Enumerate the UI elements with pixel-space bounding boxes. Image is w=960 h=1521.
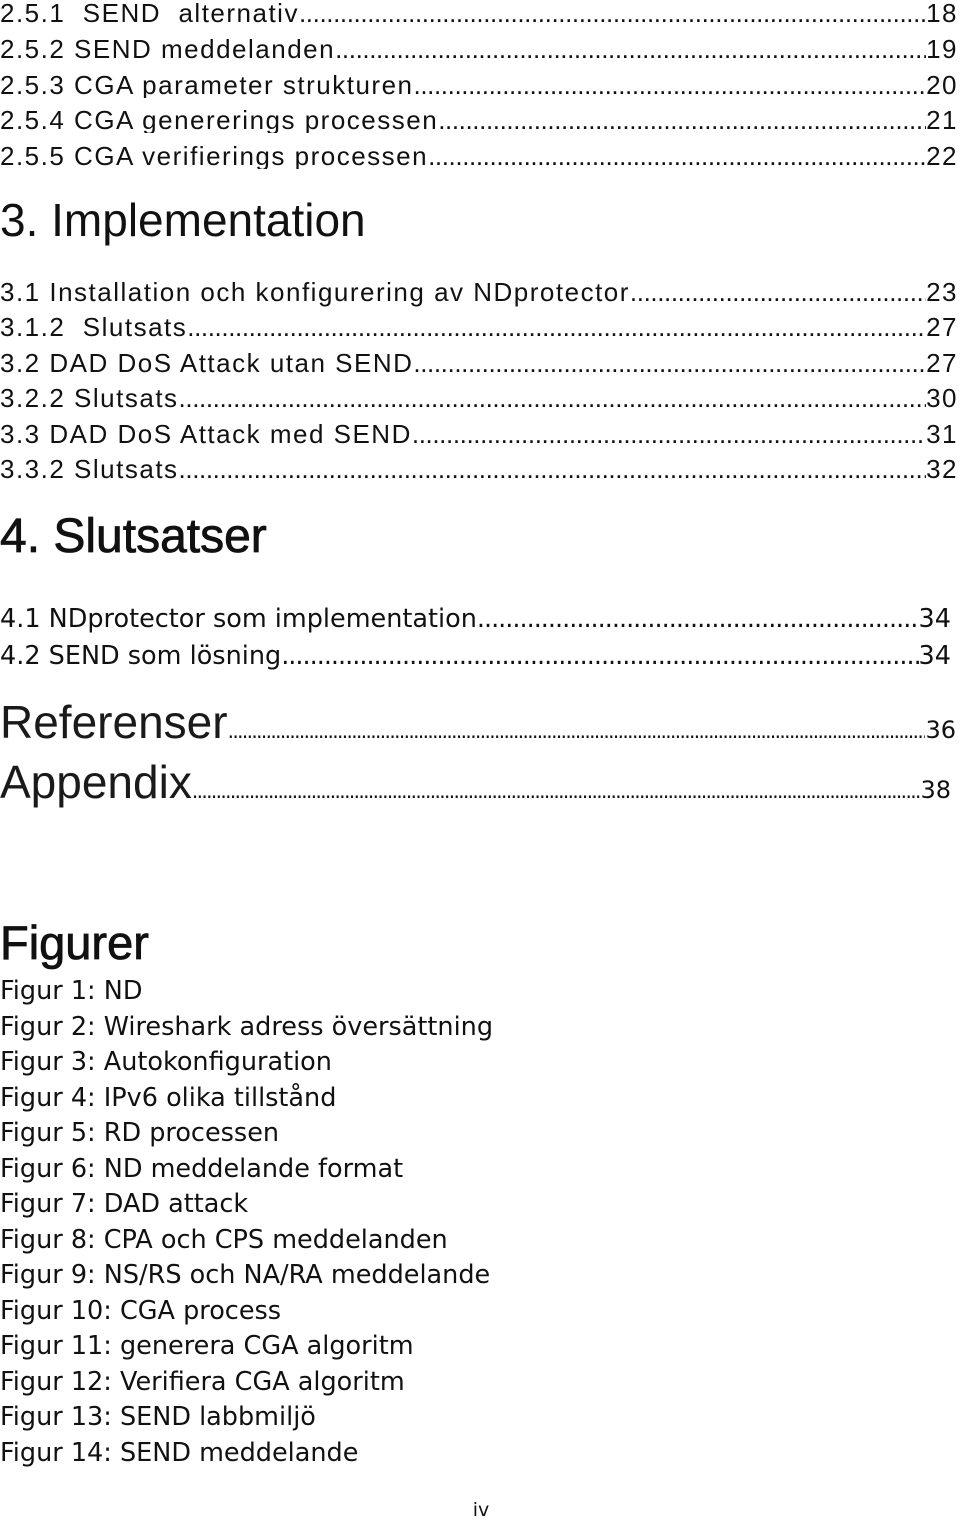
dot-leader bbox=[179, 383, 927, 413]
dot-leader bbox=[438, 107, 926, 133]
page-number: iv bbox=[472, 1499, 490, 1521]
toc-chapter-4 bbox=[0, 603, 951, 677]
toc-entry-label: 2.5.2 SEND meddelanden bbox=[0, 35, 336, 62]
figure-list-item: Figur 9: NS/RS och NA/RA meddelande bbox=[0, 1260, 491, 1290]
figure-list-item: Figur 6: ND meddelande format bbox=[0, 1153, 404, 1184]
toc-entry-page-number: 36 bbox=[925, 716, 956, 744]
toc-entry-label: 4.2 SEND som lösning bbox=[0, 641, 282, 671]
toc-entry bbox=[0, 72, 958, 98]
toc-entry bbox=[0, 312, 958, 342]
figure-list bbox=[0, 974, 900, 1471]
dot-leader bbox=[414, 72, 927, 98]
toc-entry bbox=[0, 383, 958, 413]
dot-leader bbox=[412, 419, 926, 449]
toc-entry-page-number: 31 bbox=[926, 418, 958, 449]
toc-entry bbox=[0, 107, 958, 133]
figure-list-item: Figur 1: ND bbox=[0, 976, 143, 1006]
toc-entry bbox=[0, 640, 951, 672]
figure-list-item: Figur 5: RD processen bbox=[0, 1118, 280, 1148]
toc-entry bbox=[0, 277, 958, 307]
toc-entry-label: 3.1 Installation och konfigurering av NDprotector bbox=[0, 277, 630, 307]
toc-entry bbox=[0, 143, 958, 169]
dot-leader bbox=[187, 312, 926, 342]
toc-entry-page-number: 30 bbox=[926, 383, 958, 414]
dot-leader bbox=[477, 603, 919, 635]
toc-entry-page-number: 27 bbox=[926, 312, 958, 343]
toc-entry-page-number: 27 bbox=[926, 347, 958, 378]
dot-leader bbox=[335, 36, 926, 62]
toc-entry bbox=[0, 0, 958, 26]
dot-leader bbox=[428, 143, 926, 169]
figure-list-item: Figur 10: CGA process bbox=[0, 1295, 282, 1326]
toc-entry-label: 2.5.5 CGA verifierings processen bbox=[0, 143, 429, 169]
toc-entry-label: 3.2 DAD DoS Attack utan SEND bbox=[0, 347, 414, 378]
toc-entry-label: 2.5.3 CGA parameter strukturen bbox=[0, 71, 414, 98]
toc-entry-page-number: 34 bbox=[918, 641, 951, 671]
figure-list-item: Figur 12: Verifiera CGA algoritm bbox=[0, 1366, 405, 1397]
toc-entry-page-number: 38 bbox=[920, 776, 951, 804]
toc-entry bbox=[0, 454, 958, 484]
figure-list-item: Figur 2: Wireshark adress översättning bbox=[0, 1011, 494, 1042]
figure-list-item: Figur 14: SEND meddelande bbox=[0, 1437, 359, 1468]
toc-entry-references bbox=[0, 694, 956, 750]
toc-entry bbox=[0, 348, 958, 378]
toc-entry-label: 4.1 NDprotector som implementation bbox=[0, 604, 477, 634]
figure-list-item: Figur 13: SEND labbmiljö bbox=[0, 1402, 316, 1432]
dot-leader bbox=[299, 0, 926, 26]
toc-entry-label: Appendix bbox=[0, 756, 192, 808]
chapter-heading: 4. Slutsatser bbox=[0, 510, 267, 563]
toc-entry-page-number: 19 bbox=[926, 35, 958, 62]
dot-leader bbox=[413, 348, 926, 378]
toc-entry-label: 2.5.1 SEND alternativ bbox=[0, 0, 299, 26]
toc-entry-page-number: 18 bbox=[926, 0, 958, 26]
toc-entry-label: 3.2.2 Slutsats bbox=[0, 383, 179, 414]
toc-entry-label: 3.1.2 Slutsats bbox=[0, 312, 188, 343]
toc-entry-label: 3.3.2 Slutsats bbox=[0, 453, 179, 484]
dot-leader bbox=[192, 776, 921, 810]
figure-list-item: Figur 3: Autokonfiguration bbox=[0, 1047, 332, 1077]
dot-leader bbox=[281, 640, 918, 672]
toc-entry-page-number: 21 bbox=[926, 107, 958, 134]
toc-entry-label: 2.5.4 CGA genererings processen bbox=[0, 107, 439, 134]
toc-section-2-5 bbox=[0, 0, 958, 179]
dot-leader bbox=[179, 454, 927, 484]
toc-entry-page-number: 34 bbox=[918, 604, 951, 634]
toc-chapter-3 bbox=[0, 277, 958, 489]
dot-leader bbox=[630, 277, 926, 307]
toc-entry-label: 3.3 DAD DoS Attack med SEND bbox=[0, 418, 412, 449]
figures-heading: Figurer bbox=[0, 916, 149, 969]
figure-list-item: Figur 8: CPA och CPS meddelanden bbox=[0, 1224, 448, 1255]
dot-leader bbox=[228, 716, 926, 750]
toc-entry bbox=[0, 603, 951, 635]
toc-entry-page-number: 22 bbox=[926, 143, 958, 169]
chapter-heading: 3. Implementation bbox=[0, 194, 366, 246]
figure-list-item: Figur 4: IPv6 olika tillstånd bbox=[0, 1082, 337, 1113]
toc-entry bbox=[0, 419, 958, 449]
toc-entry-appendix bbox=[0, 754, 951, 810]
figure-list-item: Figur 11: generera CGA algoritm bbox=[0, 1331, 414, 1361]
toc-entry-label: Referenser bbox=[0, 696, 228, 748]
toc-entry-page-number: 20 bbox=[926, 71, 958, 98]
figure-list-item: Figur 7: DAD attack bbox=[0, 1189, 249, 1219]
toc-entry bbox=[0, 36, 958, 62]
toc-entry-page-number: 23 bbox=[926, 277, 958, 307]
toc-entry-page-number: 32 bbox=[926, 453, 958, 484]
